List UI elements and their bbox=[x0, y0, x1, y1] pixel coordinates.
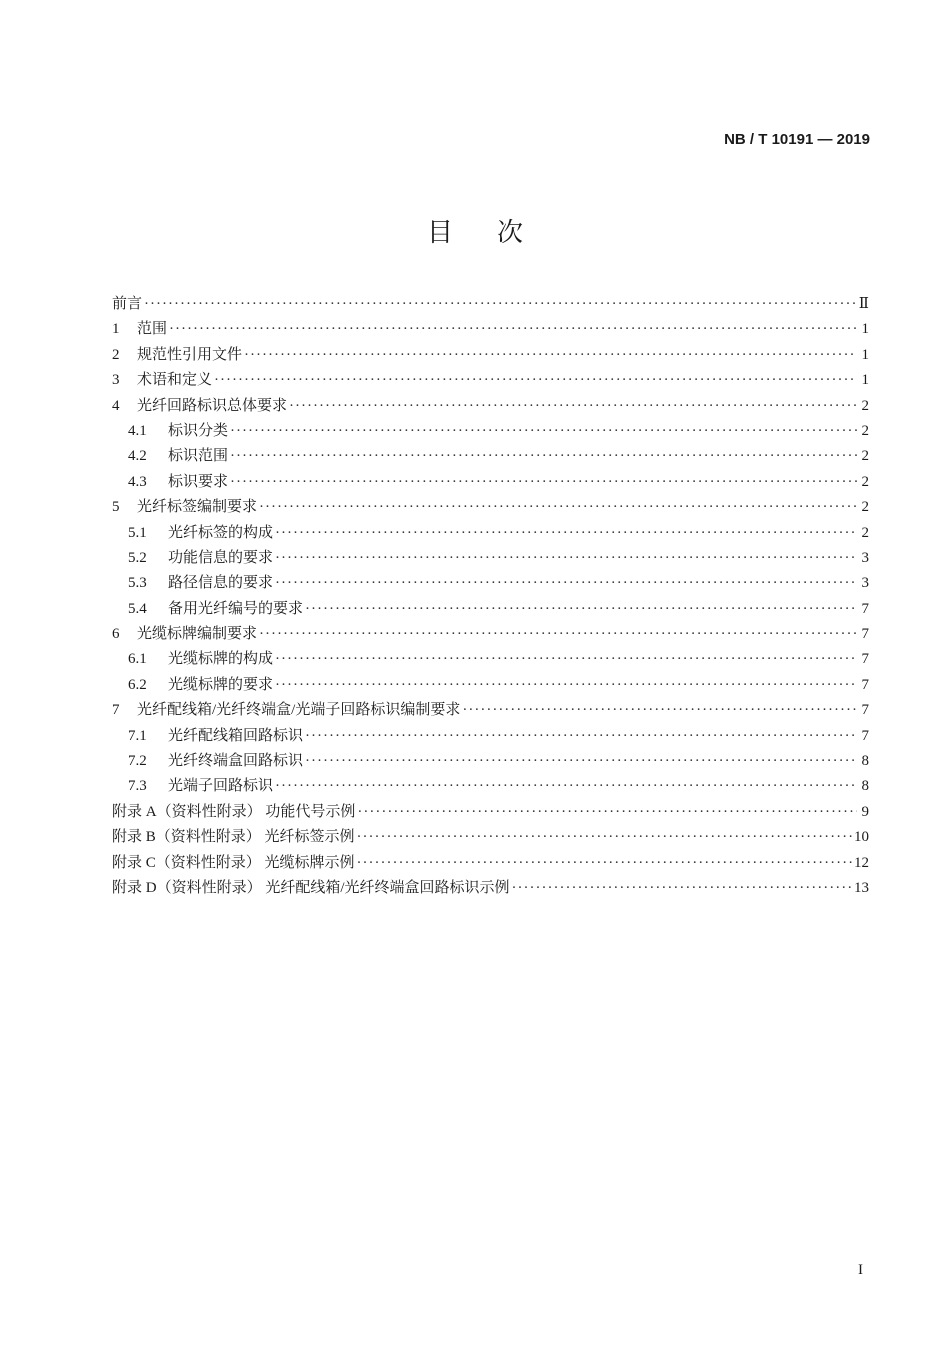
toc-entry-label: 光纤标签的构成 bbox=[168, 524, 274, 541]
toc-entry-number: 1 bbox=[112, 321, 120, 338]
toc-entry[interactable] bbox=[112, 647, 869, 672]
toc-entry-number: 4.1 bbox=[128, 422, 147, 439]
toc-entry[interactable] bbox=[112, 673, 869, 698]
toc-entry-label: 附录 C（资料性附录） 光缆标牌示例 bbox=[112, 854, 355, 871]
toc-entry[interactable] bbox=[112, 546, 869, 571]
dot-leader bbox=[275, 647, 857, 672]
toc-entry-page: 3 bbox=[861, 575, 869, 592]
dot-leader bbox=[230, 444, 857, 469]
toc-entry-page: 12 bbox=[854, 854, 869, 871]
dot-leader bbox=[462, 698, 857, 723]
toc-entry-label: 光缆标牌的要求 bbox=[168, 676, 274, 693]
toc-entry-page: 2 bbox=[861, 397, 869, 414]
dot-leader bbox=[275, 571, 857, 596]
toc-entry[interactable] bbox=[112, 571, 869, 596]
toc-entry-label: 光纤配线箱回路标识 bbox=[168, 727, 304, 744]
toc-entry-label: 光纤配线箱/光纤终端盒/光端子回路标识编制要求 bbox=[137, 702, 461, 719]
toc-entry-label: 光纤回路标识总体要求 bbox=[137, 397, 288, 414]
dot-leader bbox=[259, 622, 857, 647]
dot-leader bbox=[244, 343, 857, 368]
toc-entry-page: 13 bbox=[854, 879, 869, 896]
toc-entry-label: 标识分类 bbox=[168, 422, 229, 439]
toc-entry-page: 1 bbox=[861, 346, 869, 363]
toc-entry[interactable] bbox=[112, 876, 869, 901]
toc-entry[interactable] bbox=[112, 521, 869, 546]
toc-entry[interactable] bbox=[112, 343, 869, 368]
toc-entry-page: 7 bbox=[861, 626, 869, 643]
toc-entry[interactable] bbox=[112, 825, 869, 850]
toc-entry-page: 1 bbox=[861, 321, 869, 338]
page-number: I bbox=[858, 1262, 863, 1278]
toc-entry-number: 7.2 bbox=[128, 753, 147, 770]
toc-entry-label: 标识要求 bbox=[168, 473, 229, 490]
toc-entry-label: 标识范围 bbox=[168, 448, 229, 465]
dot-leader bbox=[512, 876, 852, 901]
toc-entry-label: 附录 D（资料性附录） 光纤配线箱/光纤终端盒回路标识示例 bbox=[112, 879, 510, 896]
toc-entry[interactable] bbox=[112, 292, 869, 317]
table-of-contents bbox=[112, 292, 869, 901]
toc-entry-label: 光缆标牌的构成 bbox=[168, 651, 274, 668]
toc-entry[interactable] bbox=[112, 368, 869, 393]
toc-entry[interactable] bbox=[112, 597, 869, 622]
toc-entry[interactable] bbox=[112, 749, 869, 774]
toc-entry-page: 2 bbox=[861, 499, 869, 516]
toc-entry[interactable] bbox=[112, 724, 869, 749]
dot-leader bbox=[275, 774, 857, 799]
dot-leader bbox=[357, 825, 852, 850]
standard-number: NB / T 10191 — 2019 bbox=[724, 131, 870, 148]
toc-entry[interactable] bbox=[112, 495, 869, 520]
dot-leader bbox=[259, 495, 857, 520]
toc-entry-page: 10 bbox=[854, 829, 869, 846]
toc-entry-page: 1 bbox=[861, 372, 869, 389]
toc-entry-number: 7 bbox=[112, 702, 120, 719]
dot-leader bbox=[305, 597, 857, 622]
toc-entry-label: 光纤终端盒回路标识 bbox=[168, 753, 304, 770]
toc-entry-number: 5.3 bbox=[128, 575, 147, 592]
toc-entry-label: 光缆标牌编制要求 bbox=[137, 626, 258, 643]
toc-entry[interactable] bbox=[112, 444, 869, 469]
toc-entry-number: 6 bbox=[112, 626, 120, 643]
toc-entry-page: 2 bbox=[861, 524, 869, 541]
dot-leader bbox=[144, 292, 857, 317]
toc-entry-page: 7 bbox=[861, 600, 869, 617]
toc-entry-number: 4 bbox=[112, 397, 120, 414]
toc-entry[interactable] bbox=[112, 698, 869, 723]
dot-leader bbox=[305, 749, 857, 774]
toc-entry-number: 5.2 bbox=[128, 549, 147, 566]
toc-entry-number: 3 bbox=[112, 372, 120, 389]
dot-leader bbox=[275, 546, 857, 571]
toc-entry-page: 8 bbox=[861, 753, 869, 770]
dot-leader bbox=[357, 851, 852, 876]
toc-entry-page: 7 bbox=[861, 676, 869, 693]
toc-entry[interactable] bbox=[112, 317, 869, 342]
dot-leader bbox=[230, 470, 857, 495]
dot-leader bbox=[214, 368, 857, 393]
toc-entry-label: 光端子回路标识 bbox=[168, 778, 274, 795]
toc-entry-label: 功能信息的要求 bbox=[168, 549, 274, 566]
toc-entry-number: 6.1 bbox=[128, 651, 147, 668]
toc-entry-page: 9 bbox=[861, 803, 869, 820]
dot-leader bbox=[289, 394, 857, 419]
dot-leader bbox=[275, 521, 857, 546]
toc-entry-number: 7.3 bbox=[128, 778, 147, 795]
dot-leader bbox=[275, 673, 857, 698]
toc-entry-page: 2 bbox=[861, 422, 869, 439]
toc-entry-number: 2 bbox=[112, 346, 120, 363]
toc-entry[interactable] bbox=[112, 470, 869, 495]
toc-entry-page: 7 bbox=[861, 651, 869, 668]
dot-leader bbox=[357, 800, 857, 825]
toc-entry-label: 范围 bbox=[137, 321, 168, 338]
toc-entry-page: 7 bbox=[861, 727, 869, 744]
toc-entry[interactable] bbox=[112, 851, 869, 876]
toc-entry-number: 6.2 bbox=[128, 676, 147, 693]
toc-entry-number: 5 bbox=[112, 499, 120, 516]
toc-entry-label: 附录 B（资料性附录） 光纤标签示例 bbox=[112, 829, 355, 846]
toc-entry-page: 2 bbox=[861, 448, 869, 465]
toc-entry-page: 8 bbox=[861, 778, 869, 795]
toc-entry-label: 光纤标签编制要求 bbox=[137, 499, 258, 516]
toc-entry-number: 7.1 bbox=[128, 727, 147, 744]
toc-entry-label: 术语和定义 bbox=[137, 372, 213, 389]
toc-entry[interactable] bbox=[112, 774, 869, 799]
toc-entry[interactable] bbox=[112, 394, 869, 419]
toc-entry-page: Ⅱ bbox=[858, 296, 869, 312]
toc-entry-label: 附录 A（资料性附录） 功能代号示例 bbox=[112, 803, 356, 820]
toc-entry-page: 7 bbox=[861, 702, 869, 719]
toc-entry-number: 5.1 bbox=[128, 524, 147, 541]
toc-entry-label: 路径信息的要求 bbox=[168, 575, 274, 592]
toc-entry[interactable] bbox=[112, 622, 869, 647]
dot-leader bbox=[305, 724, 857, 749]
toc-entry-page: 2 bbox=[861, 473, 869, 490]
toc-entry-label: 前言 bbox=[112, 296, 143, 312]
toc-entry-page: 3 bbox=[861, 549, 869, 566]
toc-entry-label: 备用光纤编号的要求 bbox=[168, 600, 304, 617]
dot-leader bbox=[230, 419, 857, 444]
toc-entry[interactable] bbox=[112, 800, 869, 825]
toc-entry[interactable] bbox=[112, 419, 869, 444]
toc-entry-number: 4.2 bbox=[128, 448, 147, 465]
toc-entry-number: 5.4 bbox=[128, 600, 147, 617]
toc-entry-number: 4.3 bbox=[128, 473, 147, 490]
toc-entry-label: 规范性引用文件 bbox=[137, 346, 243, 363]
dot-leader bbox=[169, 317, 857, 342]
page-title: 目次 bbox=[426, 218, 567, 248]
